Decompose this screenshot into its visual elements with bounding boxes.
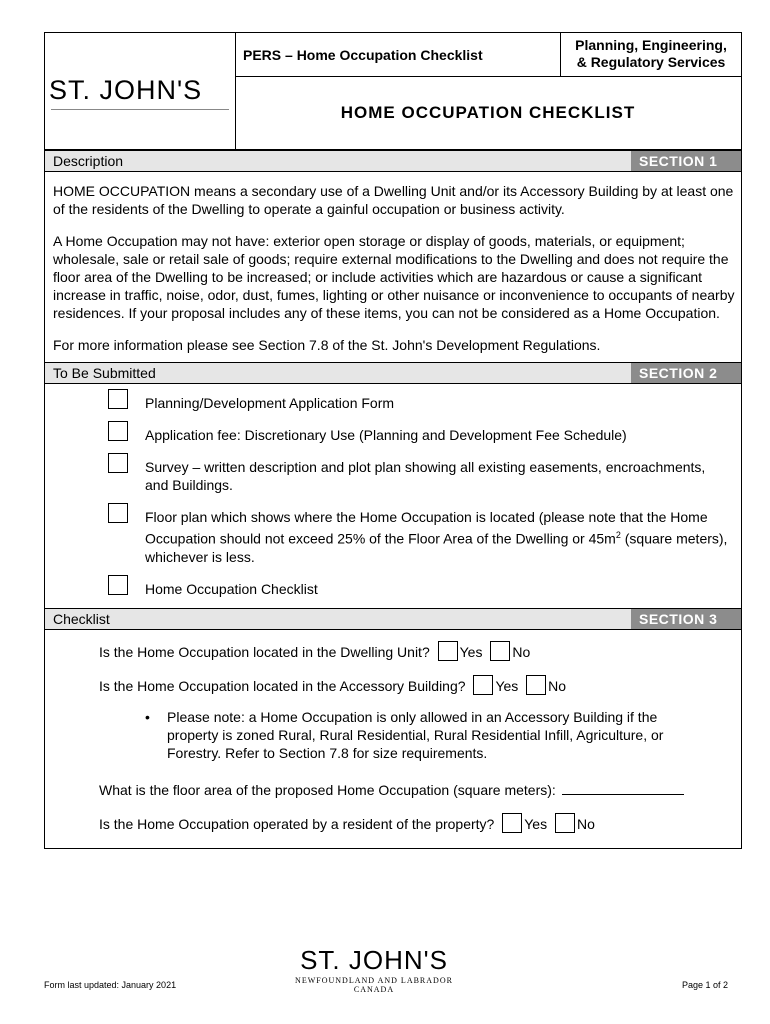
checkbox[interactable] <box>108 389 128 409</box>
question-text: Is the Home Occupation operated by a resident of the property? <box>99 815 495 832</box>
submission-label: Application fee: Discretionary Use (Planning and Development Fee Schedule) <box>145 427 627 443</box>
section-label: Description <box>53 153 124 169</box>
yes-label: Yes <box>459 643 483 660</box>
question-resident-operated <box>45 812 741 836</box>
bullet-icon: • <box>145 708 150 725</box>
section-tag: SECTION 1 <box>631 151 741 171</box>
footer-logo-subtitle: NEWFOUNDLAND AND LABRADOR CANADA <box>295 976 453 994</box>
description-paragraph: HOME OCCUPATION means a secondary use of a Dwelling Unit and/or its Accessory Building by at least one of the residents of the Dwelling to operate a gainful occupation or business activity. <box>53 183 734 217</box>
section-tag: SECTION 2 <box>631 363 741 383</box>
submission-label-tail: (square meters), whichever is less. <box>145 530 728 565</box>
no-checkbox[interactable] <box>526 675 546 695</box>
checkbox[interactable] <box>108 453 128 473</box>
checklist-body <box>45 630 741 848</box>
form-page <box>44 32 742 849</box>
no-checkbox[interactable] <box>490 641 510 661</box>
submission-item <box>45 508 741 566</box>
yes-checkbox[interactable] <box>502 813 522 833</box>
no-checkbox[interactable] <box>555 813 575 833</box>
no-label: No <box>576 815 595 832</box>
question-text: What is the floor area of the proposed Home Occupation (square meters): <box>99 781 556 798</box>
department-line-2: & Regulatory Services <box>576 54 726 70</box>
checkbox[interactable] <box>108 503 128 523</box>
note-text: Please note: a Home Occupation is only allowed in an Accessory Building if the property is zoned Rural, Rural Residential, Rural Residential Infill, Agriculture, or Forestry. Refer to Section 7.8 for size requirements. <box>167 708 664 761</box>
form-header <box>44 32 742 150</box>
accessory-note <box>45 708 741 762</box>
section-bar <box>45 150 741 172</box>
city-logo <box>45 33 236 149</box>
no-label: No <box>548 677 567 694</box>
submission-item <box>45 426 741 444</box>
department-line-1: Planning, Engineering, <box>575 37 727 53</box>
submission-label: Home Occupation Checklist <box>145 580 318 597</box>
page-title: HOME OCCUPATION CHECKLIST <box>340 103 636 122</box>
form-code: PERS – Home Occupation Checklist <box>235 33 561 77</box>
floor-area-input[interactable] <box>562 780 684 795</box>
section-label: To Be Submitted <box>53 365 156 381</box>
section-bar <box>45 608 741 630</box>
submission-item <box>45 394 741 412</box>
description-paragraph: For more information please see Section 7.8 of the St. John's Development Regulations. <box>53 337 601 353</box>
footer-logo-text: ST. JOHN'S <box>300 945 448 975</box>
section-to-be-submitted <box>44 362 742 608</box>
checkbox[interactable] <box>108 421 128 441</box>
yes-label: Yes <box>524 815 548 832</box>
footer-logo <box>274 945 474 994</box>
submission-list <box>45 384 741 608</box>
superscript: 2 <box>615 530 621 540</box>
submission-label: Floor plan which shows where the Home Occupation is located (please note that the Home Occupation should not exceed 25% of the Floor Area of the Dwelling or 45m <box>145 509 708 547</box>
description-body <box>45 172 741 362</box>
checkbox[interactable] <box>108 575 128 595</box>
department-name <box>561 33 741 77</box>
section-bar <box>45 362 741 384</box>
question-text: Is the Home Occupation located in the Dwelling Unit? <box>99 643 430 660</box>
logo-divider <box>51 109 229 110</box>
submission-label: Survey – written description and plot plan showing all existing easements, encroachments, and Buildings. <box>145 459 706 493</box>
question-accessory-building <box>45 674 741 698</box>
question-text: Is the Home Occupation located in the Accessory Building? <box>99 677 466 694</box>
yes-checkbox[interactable] <box>438 641 458 661</box>
submission-label: Planning/Development Application Form <box>145 395 395 411</box>
yes-label: Yes <box>495 677 519 694</box>
section-checklist <box>44 608 742 849</box>
logo-text: ST. JOHN'S <box>49 75 203 105</box>
submission-item <box>45 580 741 598</box>
submission-item <box>45 458 741 494</box>
section-label: Checklist <box>53 610 110 627</box>
page-number: Page 1 of 2 <box>682 980 729 990</box>
description-paragraph: A Home Occupation may not have: exterior open storage or display of goods, materials, or equipment; wholesale, sale or retail sale of goods; require external modifications to the Dwelling and does not require the floor area of the Dwelling to be increased; or include activities which are hazardous or cause a significant increase in traffic, noise, odor, dust, fumes, lighting or other nuisance or inconvenience to occupants of nearby residences. If your proposal includes any of these items, you can not be considered as a Home Occupation. <box>53 233 735 321</box>
form-updated-date: Form last updated: January 2021 <box>44 980 177 990</box>
question-floor-area <box>45 778 741 802</box>
section-tag: SECTION 3 <box>631 609 741 629</box>
no-label: No <box>512 643 531 660</box>
question-dwelling-unit <box>45 640 741 664</box>
section-description <box>44 150 742 362</box>
yes-checkbox[interactable] <box>473 675 493 695</box>
